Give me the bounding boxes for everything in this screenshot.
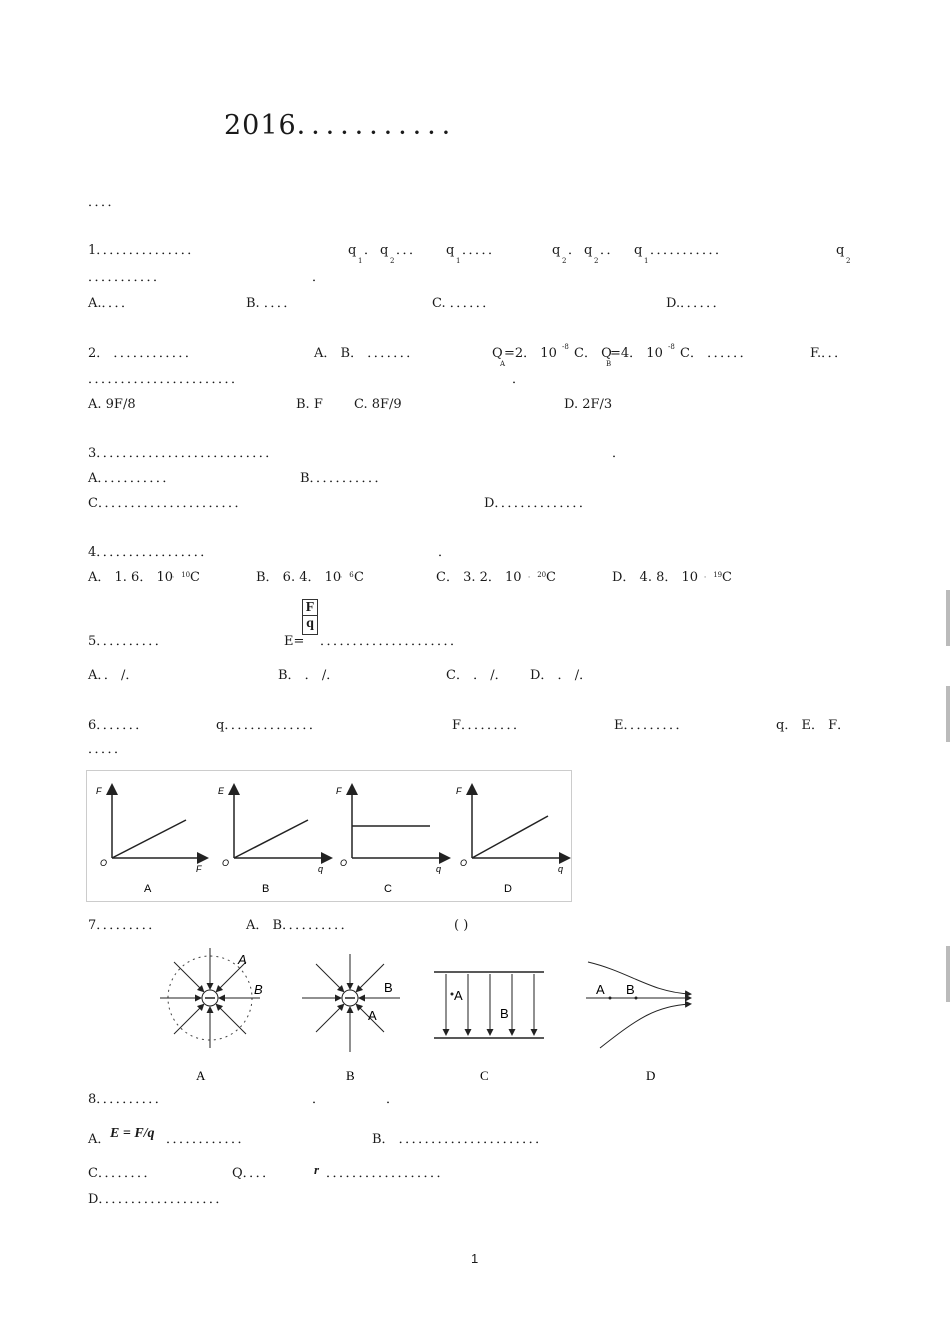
- q1-answer-paren: ．: [312, 270, 326, 285]
- q1-var: q: [634, 243, 643, 258]
- svg-text:O: O: [100, 858, 108, 868]
- svg-text:O: O: [222, 858, 230, 868]
- q8-answer-paren: ．: [312, 1092, 326, 1107]
- q6-graph-d-xlabel: q: [558, 864, 564, 874]
- q2-value: =2． 10: [504, 346, 557, 361]
- q2-text: F.．．．: [810, 346, 848, 361]
- q8-answer-paren: ．: [386, 1092, 400, 1107]
- q7-diagram-a-label: A: [196, 1068, 206, 1083]
- q6-graph-d-ylabel: F: [456, 786, 462, 796]
- q5-stem: 5．．．．．．．．．．: [88, 634, 168, 649]
- q5-fraction-numerator: F: [303, 600, 317, 616]
- q4-option-d: D． 4. 8． 10: [612, 570, 699, 585]
- q7-diagram-a: [160, 948, 263, 1083]
- q4-unit: C: [722, 570, 732, 585]
- q3-option-d: D．．．．．．．．．．．．．．: [484, 496, 592, 511]
- q1-sub: 1: [456, 257, 461, 265]
- q4-exponent: ． 20: [528, 571, 547, 579]
- q4-unit: C: [354, 570, 364, 585]
- q6-graph-c-label: C: [384, 883, 392, 895]
- q7-diagram-a-point2: B: [254, 982, 263, 997]
- q3-option-c: C．．．．．．．．．．．．．．．．．．．．．．: [88, 496, 248, 511]
- q8-option-c-text: ．．．．．．．．．．．．．．．．．．: [326, 1166, 450, 1181]
- q1-sub: 2: [390, 257, 395, 265]
- q4-option-a: A． 1. 6． 10: [88, 570, 174, 585]
- q2-exponent: -8: [562, 343, 569, 351]
- q2-stem: 2． ．．．．．．．．．．．．: [88, 346, 198, 361]
- q6-graph-b-ylabel: E: [218, 786, 225, 796]
- q1-var: q: [446, 243, 455, 258]
- q7-diagram-c: [434, 972, 544, 1083]
- q7-diagram-c-label: C: [480, 1068, 489, 1083]
- q2-value: =4． 10: [610, 346, 663, 361]
- q4-answer-paren: ．: [438, 545, 452, 560]
- q2-stem-line2: ．．．．．．．．．．．．．．．．．．．．．．．: [88, 372, 245, 387]
- q1-var: q: [836, 243, 845, 258]
- q1-sub: 2: [846, 257, 851, 265]
- q1-var: q: [584, 243, 593, 258]
- q6-text: F．．．．．．．．．: [452, 718, 527, 733]
- q7-diagram-d-point2: B: [626, 982, 635, 997]
- q1-option-a: A.．．．．: [88, 296, 135, 311]
- q5-stem-rest: ．．．．．．．．．．．．．．．．．．．．．: [320, 634, 464, 649]
- q1-text: ．．．: [396, 243, 423, 258]
- q6-graph-c-ylabel: F: [336, 786, 342, 796]
- q4-exponent: ． 6: [340, 571, 354, 579]
- q2-exponent: -8: [668, 343, 675, 351]
- q7-diagram-c-point1: A: [454, 988, 463, 1003]
- q1-var: q: [552, 243, 561, 258]
- q1-stem-line2: ．．．．．．．．．．．: [88, 270, 167, 285]
- q2-option-c: C. 8F/9: [354, 397, 402, 412]
- q1-sub: 1: [358, 257, 363, 265]
- edge-mark: [946, 946, 950, 1002]
- q6-graph-figure: [86, 770, 572, 902]
- q6-graph-a-label: A: [144, 883, 152, 895]
- q4-unit: C: [190, 570, 200, 585]
- q2-sub: B: [606, 360, 612, 368]
- q5-fraction-denominator: q: [306, 616, 314, 631]
- q8-option-c-prefix: C．．．．．．．．: [88, 1166, 157, 1181]
- q5-option-b: B． ． /．: [278, 668, 340, 683]
- section-heading: ．．．．: [88, 195, 121, 210]
- q4-option-b: B． 6. 4． 10: [256, 570, 342, 585]
- q2-option-d: D. 2F/3: [564, 397, 613, 412]
- q5-option-a: A．． /．: [88, 668, 139, 683]
- q6-stem: 6．．．．．．．: [88, 718, 149, 733]
- q8-option-a-formula: E = F/q: [110, 1126, 155, 1141]
- q1-stem: 1．．．．．．．．．．．．．．．: [88, 243, 201, 258]
- q1-option-b: B. ．．．．: [246, 296, 297, 311]
- q6-graph-c-xlabel: q: [436, 864, 442, 874]
- q7-diagram-b: [302, 954, 400, 1083]
- q5-option-c: C． ． /．: [446, 668, 508, 683]
- q7-diagram-a-point1: A: [238, 952, 247, 967]
- q6-graph-a-ylabel: F: [96, 786, 102, 796]
- q4-exponent: ． 10: [172, 571, 191, 579]
- q4-unit: C: [546, 570, 556, 585]
- q1-sub: 2: [594, 257, 599, 265]
- q4-option-c: C． 3. 2． 10: [436, 570, 522, 585]
- q6-graph-b-label: B: [262, 883, 270, 895]
- q7-field-diagrams: [150, 944, 710, 1084]
- page-number: 1: [471, 1251, 479, 1266]
- svg-text:O: O: [460, 858, 468, 868]
- q1-option-d: D.．．．．．．: [666, 296, 726, 311]
- q6-text: E．．．．．．．．．: [614, 718, 689, 733]
- q6-graph-b-xlabel: q: [318, 864, 324, 874]
- q8-option-c-r: r: [314, 1162, 320, 1177]
- q7-diagram-b-point2: A: [368, 1008, 377, 1023]
- q7-diagram-c-point2: B: [500, 1006, 509, 1021]
- q7-diagram-d: [586, 962, 690, 1083]
- q5-option-d: D． ． /．: [530, 668, 593, 683]
- q2-answer-paren: ．: [512, 372, 526, 387]
- q8-stem: 8．．．．．．．．．．: [88, 1092, 168, 1107]
- q2-sub: A: [500, 360, 506, 368]
- q1-var: q: [348, 243, 357, 258]
- q3-option-a: A．．．．．．．．．．．: [88, 471, 176, 486]
- q5-fraction: [302, 599, 318, 635]
- svg-text:O: O: [340, 858, 348, 868]
- q7-diagram-b-point1: B: [384, 980, 393, 995]
- q8-option-b: B． ．．．．．．．．．．．．．．．．．．．．．．: [372, 1132, 549, 1147]
- q2-text: C． Q: [574, 346, 612, 361]
- q3-answer-paren: ．: [612, 446, 626, 461]
- q1-text: ．: [364, 243, 378, 258]
- page-title: 2016．．．．．．．．．．．: [224, 110, 470, 141]
- q2-text: C． ．．．．．．: [680, 346, 753, 361]
- q1-text: ．．．．．: [462, 243, 502, 258]
- q1-sub: 2: [562, 257, 567, 265]
- q8-option-a-text: ．．．．．．．．．．．．: [166, 1132, 251, 1147]
- q4-stem: 4．．．．．．．．．．．．．．．．．: [88, 545, 214, 560]
- q1-option-c: C. ．．．．．．: [432, 296, 496, 311]
- edge-mark: [946, 686, 950, 742]
- q2-var: Q: [492, 346, 503, 361]
- q7-stem: 7．．．．．．．．．: [88, 918, 162, 933]
- q8-option-c-q: Q．．．．: [232, 1166, 276, 1181]
- q1-text: ．: [568, 243, 582, 258]
- q6-graph-d-label: D: [504, 883, 512, 895]
- q8-option-a-prefix: A．: [88, 1132, 111, 1147]
- q1-sub: 1: [644, 257, 649, 265]
- q3-option-b: B．．．．．．．．．．．: [300, 471, 388, 486]
- q7-diagram-d-point1: A: [596, 982, 605, 997]
- q6-text: q．．．．．．．．．．．．．．: [216, 718, 322, 733]
- q7-diagram-d-label: D: [646, 1068, 656, 1083]
- q2-text: A． B． ．．．．．．．: [314, 346, 420, 361]
- q3-stem: 3．．．．．．．．．．．．．．．．．．．．．．．．．．．: [88, 446, 279, 461]
- q6-graph-a-xlabel: F: [196, 864, 202, 874]
- q4-exponent: ． 19: [704, 571, 723, 579]
- q7-text: A． B．．．．．．．．．．: [246, 918, 354, 933]
- q1-var: q: [380, 243, 389, 258]
- q7-diagram-b-label: B: [346, 1068, 355, 1083]
- q6-text: q． E． F．: [776, 718, 851, 733]
- edge-mark: [946, 590, 950, 646]
- q1-text: ．．: [600, 243, 620, 258]
- q7-answer-paren: ( ): [454, 918, 469, 933]
- q1-text: ．．．．．．．．．．．: [650, 243, 729, 258]
- q5-formula-lhs: E=: [284, 634, 305, 649]
- q2-option-b: B. F: [296, 397, 323, 412]
- q2-option-a: A. 9F/8: [88, 397, 136, 412]
- q8-option-d: D．．．．．．．．．．．．．．．．．．．: [88, 1192, 229, 1207]
- q6-stem-line2: ．．．．．: [88, 742, 128, 757]
